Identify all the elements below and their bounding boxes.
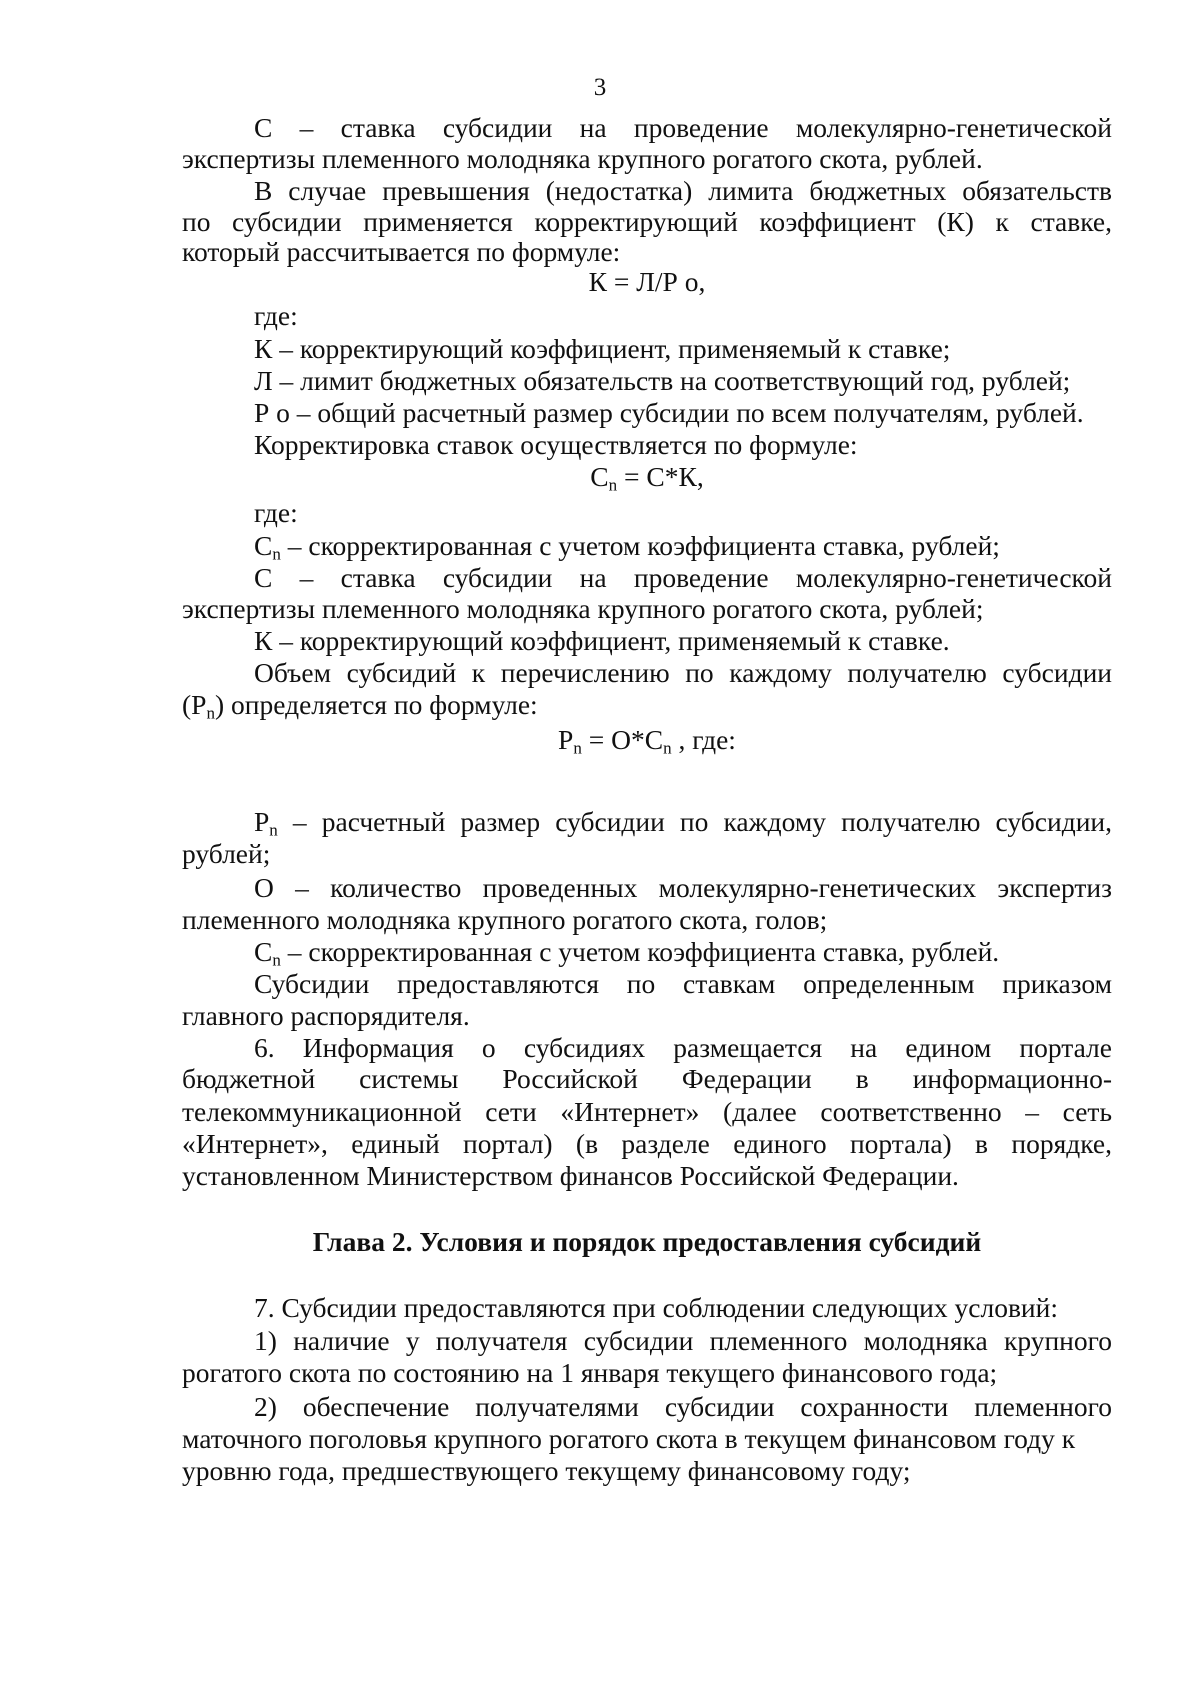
- text-line: 7. Субсидии предоставляются при соблюдении следующих условий:: [254, 1292, 1058, 1323]
- text-line: где:: [254, 497, 298, 528]
- formula-pn-rest: , где:: [671, 724, 736, 755]
- symbol-p: Р: [191, 689, 207, 720]
- text-line: Субсидии предоставляются по ставкам определенным приказом: [254, 968, 1112, 999]
- formula-cn-base: С: [590, 461, 609, 492]
- text-line: главного распорядителя.: [182, 1000, 470, 1031]
- text-line: С – ставка субсидии на проведение молекулярно-генетической: [254, 562, 1112, 593]
- text-line: племенного молодняка крупного рогатого скота, голов;: [182, 904, 828, 935]
- text-line: [182, 689, 1112, 721]
- text-line: бюджетной системы Российской Федерации в информационно-: [182, 1063, 1112, 1094]
- text-line: маточного поголовья крупного рогатого скота в текущем финансовом году к: [182, 1423, 1076, 1454]
- symbol-sub: n: [206, 703, 215, 723]
- page-number: 3: [593, 74, 607, 101]
- text-line: К – корректирующий коэффициент, применяемый к ставке;: [254, 333, 951, 364]
- formula-k: К = Л/Р о,: [588, 266, 706, 297]
- formula-pn-mid-sub: n: [663, 738, 672, 758]
- symbol-c: С: [254, 936, 273, 967]
- text-line: экспертизы племенного молодняка крупного рогатого скота, рублей.: [182, 143, 983, 174]
- text-line: уровню года, предшествующего текущему финансовому году;: [182, 1455, 911, 1486]
- text-line: рогатого скота по состоянию на 1 января текущего финансового года;: [182, 1357, 998, 1388]
- text-line: который рассчитывается по формуле:: [182, 236, 621, 267]
- chapter-heading: Глава 2. Условия и порядок предоставления субсидий: [312, 1226, 982, 1257]
- text-line: 2) обеспечение получателями субсидии сохранности племенного: [254, 1391, 1112, 1422]
- line-text: – скорректированная с учетом коэффициента ставка, рублей.: [287, 936, 1000, 967]
- text-line: телекоммуникационной сети «Интернет» (далее соответственно – сеть: [182, 1096, 1112, 1127]
- text-line: Л – лимит бюджетных обязательств на соответствующий год, рублей;: [254, 365, 1071, 396]
- text-line: где:: [254, 300, 298, 331]
- text-line: В случае превышения (недостатка) лимита бюджетных обязательств: [254, 175, 1112, 206]
- formula-pn-left: Р: [558, 724, 574, 755]
- line-text: – расчетный размер субсидии по каждому получателю субсидии,: [292, 806, 1113, 837]
- text-line: рублей;: [182, 838, 271, 869]
- open-paren: (: [182, 689, 192, 720]
- symbol-sub: n: [272, 950, 281, 970]
- text-line: К – корректирующий коэффициент, применяемый к ставке.: [254, 625, 950, 656]
- text-line: 6. Информация о субсидиях размещается на едином портале: [254, 1032, 1112, 1063]
- text-line: «Интернет», единый портал) (в разделе единого портала) в порядке,: [182, 1128, 1112, 1159]
- formula-pn-left-sub: n: [573, 738, 582, 758]
- symbol-p: Р: [254, 806, 270, 837]
- text-line: [254, 936, 1112, 968]
- symbol-sub: n: [272, 544, 281, 564]
- text-line: [254, 530, 1112, 562]
- text-line: по субсидии применяется корректирующий коэффициент (К) к ставке,: [182, 206, 1112, 237]
- formula-pn-mid: = О*С: [581, 724, 664, 755]
- formula-pn: [182, 724, 1112, 756]
- symbol-sub: n: [269, 820, 278, 840]
- formula-cn-rest: = С*К,: [617, 461, 704, 492]
- text-line: О – количество проведенных молекулярно-генетических экспертиз: [254, 872, 1112, 903]
- text-line: Р о – общий расчетный размер субсидии по всем получателям, рублей.: [254, 397, 1084, 428]
- text-line: Корректировка ставок осуществляется по формуле:: [254, 429, 858, 460]
- formula-cn: [182, 461, 1112, 493]
- text-line: С – ставка субсидии на проведение молекулярно-генетической: [254, 112, 1112, 143]
- text-line: экспертизы племенного молодняка крупного рогатого скота, рублей;: [182, 593, 984, 624]
- line-text: ) определяется по формуле:: [214, 689, 538, 720]
- text-line: установленном Министерством финансов Российской Федерации.: [182, 1160, 959, 1191]
- text-line: [254, 806, 1112, 838]
- symbol-c: С: [254, 530, 273, 561]
- text-line: Объем субсидий к перечислению по каждому получателю субсидии: [254, 657, 1112, 688]
- text-line: 1) наличие у получателя субсидии племенного молодняка крупного: [254, 1325, 1112, 1356]
- line-text: – скорректированная с учетом коэффициента ставка, рублей;: [287, 530, 1000, 561]
- formula-cn-sub: n: [608, 475, 618, 495]
